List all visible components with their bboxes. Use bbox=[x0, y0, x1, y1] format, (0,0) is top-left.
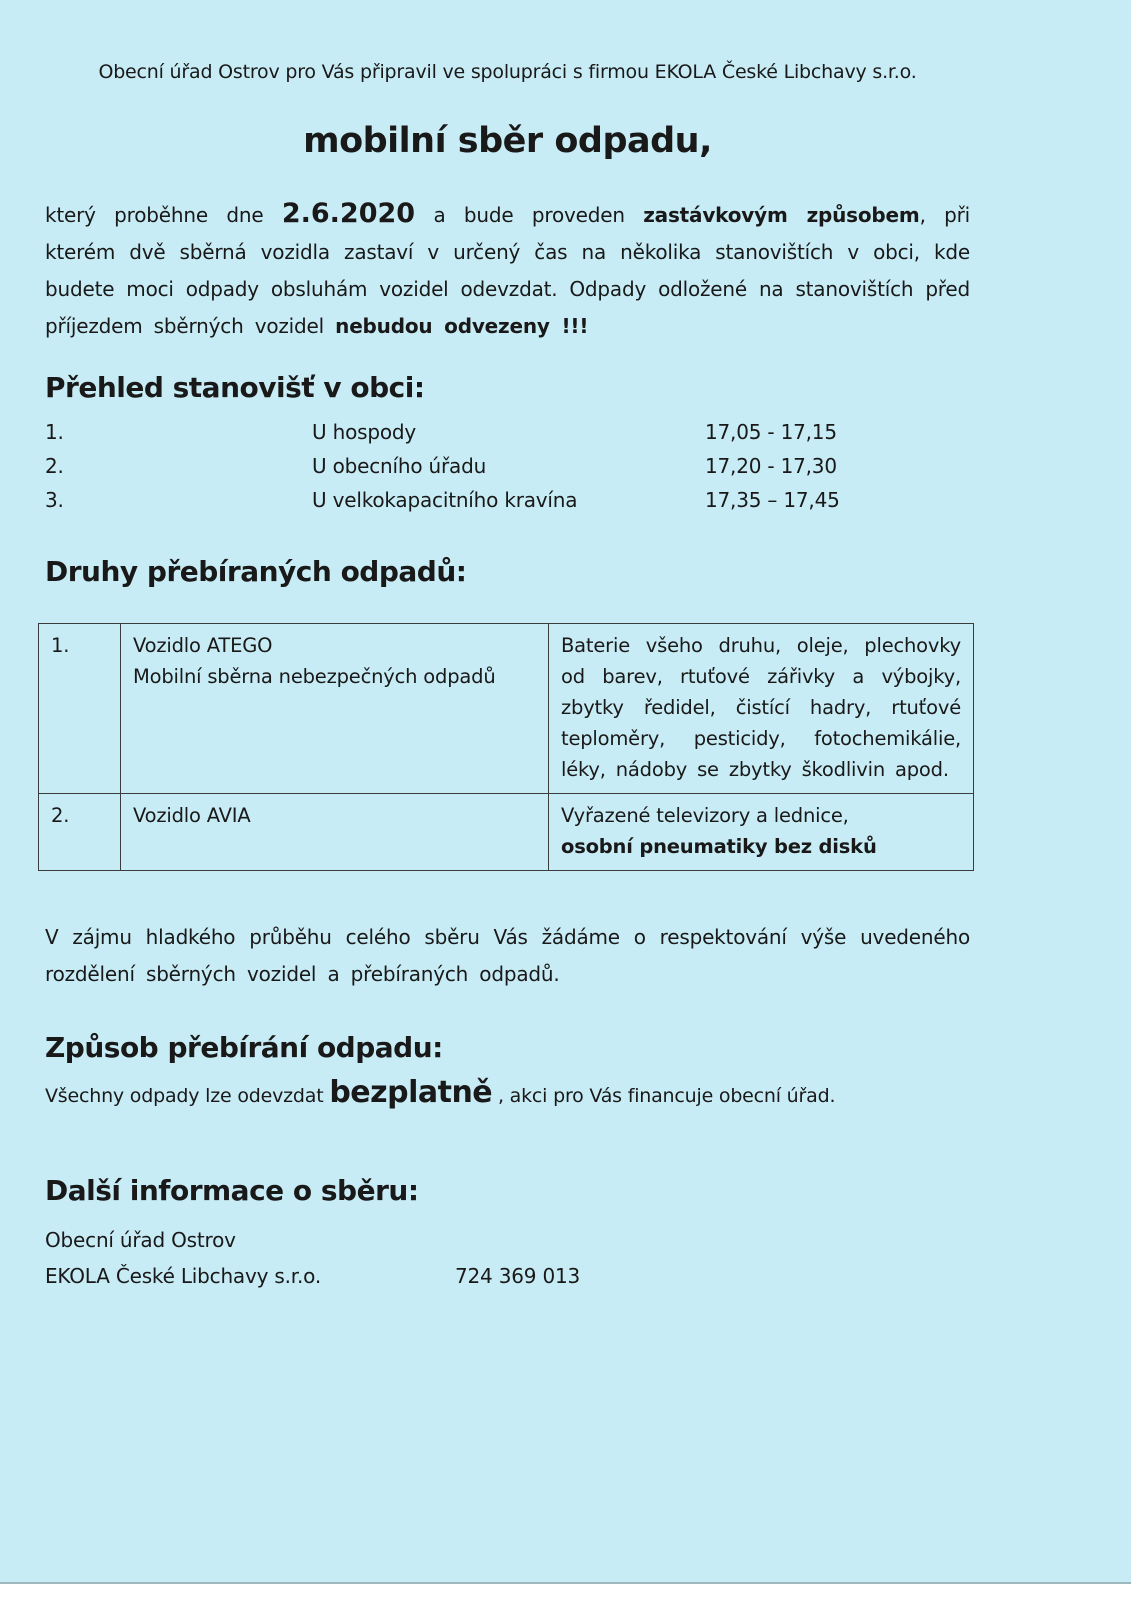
station-place: U obecního úřadu bbox=[312, 454, 487, 478]
prepared-by-line: Obecní úřad Ostrov pro Vás připravil ve spolupráci s firmou EKOLA České Libchavy s.r.o. bbox=[98, 61, 917, 83]
phone-number: 724 369 013 bbox=[455, 1264, 581, 1288]
station-row bbox=[45, 415, 970, 449]
table-row bbox=[39, 624, 974, 794]
intro-seg1: který proběhne dne bbox=[45, 203, 282, 227]
intro-paragraph bbox=[45, 195, 970, 345]
vehicle-description: Mobilní sběrna nebezpečných odpadů bbox=[133, 665, 496, 688]
accepted-waste-cell bbox=[549, 624, 974, 794]
stations-heading: Přehled stanovišť v obci: bbox=[45, 371, 425, 404]
vehicle-cell bbox=[121, 794, 549, 871]
vehicle-cell bbox=[121, 624, 549, 794]
intro-seg2: a bude proveden bbox=[415, 203, 644, 227]
closing-paragraph: V zájmu hladkého průběhu celého sběru Vás žádáme o respektování výše uvedeného rozdělení sběrných vozidel a přebíraných odpadů. bbox=[45, 925, 970, 986]
accepted-waste-text: Baterie všeho druhu, oleje, plechovky od barev, rtuťové zářivky a výbojky, zbytky ředidel, čistící hadry, rtuťové teploměry, pesticidy, fotochemikálie, léky, nádoby se zbytky škodlivin apod. bbox=[561, 634, 961, 781]
free-of-charge-text: bezplatně bbox=[329, 1075, 493, 1110]
station-row bbox=[45, 449, 970, 483]
station-time: 17,05 - 17,15 bbox=[705, 420, 837, 444]
accepted-waste-text: Vyřazené televizory a lednice, bbox=[561, 804, 849, 827]
waste-row-number: 1. bbox=[39, 624, 121, 794]
stations-list bbox=[45, 415, 970, 517]
page-title: mobilní sběr odpadu, bbox=[303, 121, 712, 161]
intro-warning-bold: nebudou odvezeny !!! bbox=[335, 314, 589, 338]
company-name: EKOLA České Libchavy s.r.o. bbox=[45, 1264, 321, 1288]
vehicle-name: Vozidlo AVIA bbox=[133, 804, 251, 827]
station-row bbox=[45, 483, 970, 517]
accepted-waste-cell bbox=[549, 794, 974, 871]
waste-table bbox=[38, 623, 974, 871]
method-line bbox=[45, 1073, 970, 1116]
waste-types-heading: Druhy přebíraných odpadů: bbox=[45, 555, 467, 588]
collection-date: 2.6.2020 bbox=[281, 198, 416, 229]
method-seg1: Všechny odpady lze odevzdat bbox=[45, 1085, 330, 1107]
more-info-heading: Další informace o sběru: bbox=[45, 1174, 419, 1207]
station-time: 17,35 – 17,45 bbox=[705, 488, 840, 512]
station-place: U hospody bbox=[312, 420, 416, 444]
vehicle-name: Vozidlo ATEGO bbox=[133, 634, 273, 657]
table-row bbox=[39, 794, 974, 871]
method-heading: Způsob přebírání odpadu: bbox=[45, 1031, 443, 1064]
intro-method-bold: zastávkovým způsobem bbox=[643, 203, 920, 227]
station-time: 17,20 - 17,30 bbox=[705, 454, 837, 478]
station-number: 1. bbox=[45, 420, 64, 444]
method-seg2: , akci pro Vás financuje obecní úřad. bbox=[492, 1085, 836, 1107]
intro-seg3: , při kterém dvě sběrná vozidla zastaví v určený čas na několika stanovištích v obci, kde budete moci odpady obsluhám vozidel odevzdat. Odpady odložené na stanovištích před příjezdem sběrných vozidel bbox=[45, 203, 970, 338]
company-contact-row bbox=[45, 1258, 970, 1294]
waste-row-number: 2. bbox=[39, 794, 121, 871]
station-number: 3. bbox=[45, 488, 64, 512]
accepted-waste-bold-text: osobní pneumatiky bez disků bbox=[561, 835, 877, 858]
station-place: U velkokapacitního kravína bbox=[312, 488, 578, 512]
station-number: 2. bbox=[45, 454, 64, 478]
office-name: Obecní úřad Ostrov bbox=[45, 1228, 236, 1252]
